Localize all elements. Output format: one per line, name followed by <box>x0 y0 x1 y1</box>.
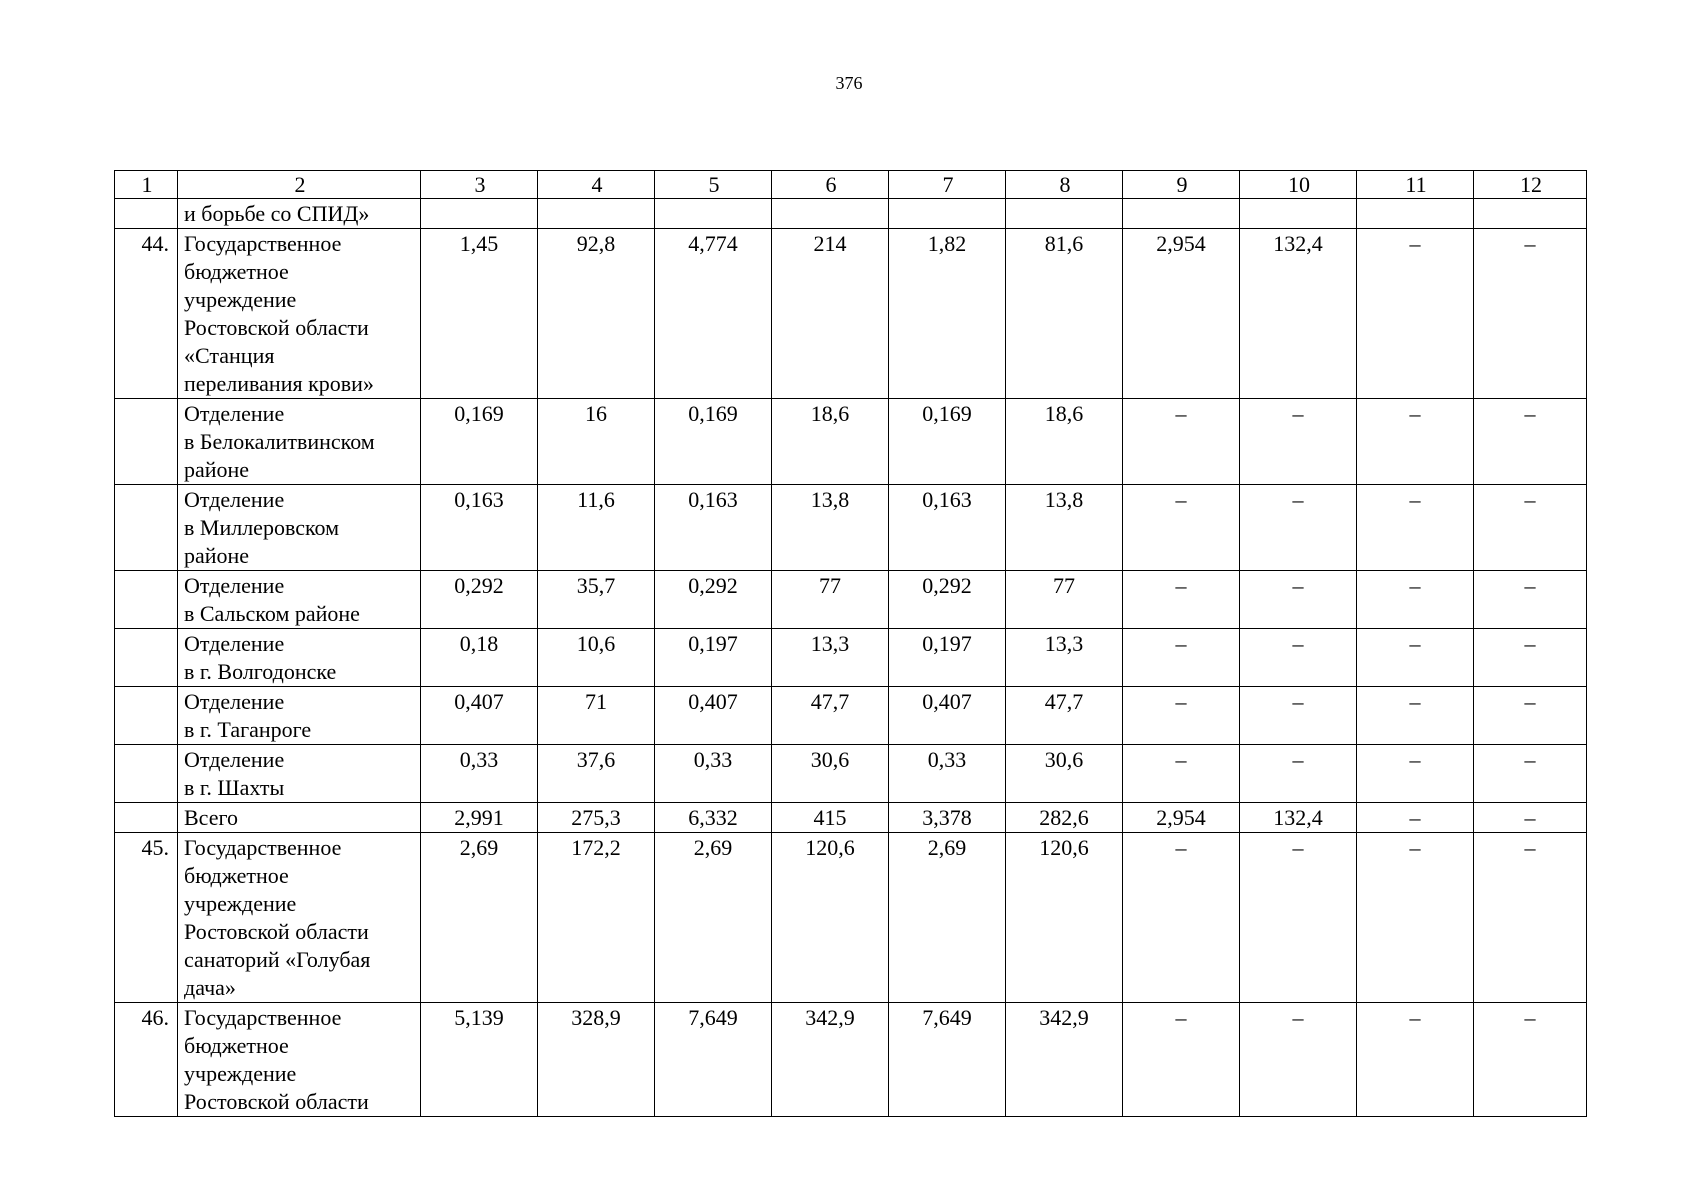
header-cell: 1 <box>115 171 178 199</box>
value-cell-col-8: 30,6 <box>1006 745 1123 803</box>
institution-name-line: в г. Шахты <box>184 775 285 800</box>
row-number-cell <box>115 803 178 833</box>
value-cell-col-6: 13,3 <box>772 629 889 687</box>
value-cell-col-7: 0,33 <box>889 745 1006 803</box>
value-cell-col-10: – <box>1240 687 1357 745</box>
value-cell-col-4: 328,9 <box>538 1003 655 1117</box>
institution-name-line: санаторий «Голубая <box>184 947 371 972</box>
value-cell-col-3: 2,69 <box>421 833 538 1003</box>
value-cell-col-3: 5,139 <box>421 1003 538 1117</box>
value-cell-col-4: 71 <box>538 687 655 745</box>
value-cell-col-5: 0,197 <box>655 629 772 687</box>
value-cell-col-11: – <box>1357 687 1474 745</box>
value-cell-col-5: 0,407 <box>655 687 772 745</box>
institution-name-line: Отделение <box>184 401 285 426</box>
value-cell-col-9: 2,954 <box>1123 803 1240 833</box>
institution-name-line: учреждение <box>184 287 297 312</box>
value-cell-col-9: – <box>1123 687 1240 745</box>
value-cell-col-3 <box>421 199 538 229</box>
header-cell: 2 <box>178 171 421 199</box>
institution-name-line: Государственное <box>184 231 342 256</box>
header-cell: 6 <box>772 171 889 199</box>
institution-name-line: районе <box>184 543 250 568</box>
header-cell: 4 <box>538 171 655 199</box>
value-cell-col-12: – <box>1474 229 1587 399</box>
value-cell-col-9: – <box>1123 745 1240 803</box>
value-cell-col-12 <box>1474 199 1587 229</box>
value-cell-col-11: – <box>1357 571 1474 629</box>
value-cell-col-4: 172,2 <box>538 833 655 1003</box>
table-row <box>115 1003 1587 1117</box>
institution-name-cell <box>178 803 421 833</box>
value-cell-col-5: 0,169 <box>655 399 772 485</box>
institution-name-line: Отделение <box>184 487 285 512</box>
value-cell-col-4: 11,6 <box>538 485 655 571</box>
value-cell-col-8: 13,8 <box>1006 485 1123 571</box>
value-cell-col-6: 77 <box>772 571 889 629</box>
value-cell-col-6: 18,6 <box>772 399 889 485</box>
institution-name-line: и борьбе со СПИД» <box>184 201 370 226</box>
value-cell-col-3: 2,991 <box>421 803 538 833</box>
value-cell-col-3: 0,169 <box>421 399 538 485</box>
value-cell-col-9: – <box>1123 1003 1240 1117</box>
row-number-cell <box>115 629 178 687</box>
value-cell-col-6: 415 <box>772 803 889 833</box>
page-number: 376 <box>835 73 863 93</box>
value-cell-col-10: – <box>1240 745 1357 803</box>
institution-name-line: Ростовской области <box>184 919 369 944</box>
institution-name-line: Государственное <box>184 835 342 860</box>
value-cell-col-7: 0,169 <box>889 399 1006 485</box>
value-cell-col-7: 3,378 <box>889 803 1006 833</box>
value-cell-col-9: – <box>1123 485 1240 571</box>
table-row <box>115 833 1587 1003</box>
value-cell-col-7: 0,407 <box>889 687 1006 745</box>
value-cell-col-5: 6,332 <box>655 803 772 833</box>
value-cell-col-6 <box>772 199 889 229</box>
header-cell: 8 <box>1006 171 1123 199</box>
table-row <box>115 687 1587 745</box>
value-cell-col-6: 30,6 <box>772 745 889 803</box>
value-cell-col-8: 81,6 <box>1006 229 1123 399</box>
value-cell-col-5: 7,649 <box>655 1003 772 1117</box>
institution-name-cell <box>178 399 421 485</box>
data-table <box>114 170 1587 1117</box>
institution-name-line: в г. Таганроге <box>184 717 312 742</box>
value-cell-col-6: 214 <box>772 229 889 399</box>
institution-name-line: учреждение <box>184 891 297 916</box>
value-cell-col-7: 0,197 <box>889 629 1006 687</box>
header-cell: 11 <box>1357 171 1474 199</box>
value-cell-col-12: – <box>1474 687 1587 745</box>
institution-name-line: переливания крови» <box>184 371 374 396</box>
value-cell-col-12: – <box>1474 745 1587 803</box>
institution-name-cell <box>178 229 421 399</box>
value-cell-col-6: 120,6 <box>772 833 889 1003</box>
value-cell-col-4: 16 <box>538 399 655 485</box>
institution-name-line: дача» <box>184 975 236 1000</box>
value-cell-col-8: 342,9 <box>1006 1003 1123 1117</box>
institution-name-line: бюджетное <box>184 1033 289 1058</box>
value-cell-col-3: 0,407 <box>421 687 538 745</box>
institution-name-line: в Сальском районе <box>184 601 360 626</box>
value-cell-col-4: 275,3 <box>538 803 655 833</box>
value-cell-col-7: 0,163 <box>889 485 1006 571</box>
institution-name-line: бюджетное <box>184 863 289 888</box>
value-cell-col-11: – <box>1357 629 1474 687</box>
value-cell-col-4: 10,6 <box>538 629 655 687</box>
row-number-cell: 45. <box>115 833 178 1003</box>
value-cell-col-11: – <box>1357 485 1474 571</box>
value-cell-col-10 <box>1240 199 1357 229</box>
header-cell: 5 <box>655 171 772 199</box>
value-cell-col-10: – <box>1240 833 1357 1003</box>
value-cell-col-4 <box>538 199 655 229</box>
institution-name-line: учреждение <box>184 1061 297 1086</box>
table-header <box>115 171 1587 199</box>
value-cell-col-10: 132,4 <box>1240 803 1357 833</box>
institution-name-cell <box>178 833 421 1003</box>
value-cell-col-12: – <box>1474 485 1587 571</box>
value-cell-col-10: – <box>1240 571 1357 629</box>
table-row <box>115 745 1587 803</box>
value-cell-col-8: 13,3 <box>1006 629 1123 687</box>
value-cell-col-5: 2,69 <box>655 833 772 1003</box>
value-cell-col-11: – <box>1357 399 1474 485</box>
institution-name-line: в Миллеровском <box>184 515 340 540</box>
value-cell-col-6: 13,8 <box>772 485 889 571</box>
value-cell-col-12: – <box>1474 571 1587 629</box>
institution-name-line: Отделение <box>184 631 285 656</box>
institution-name-cell <box>178 571 421 629</box>
institution-name-line: Всего <box>184 805 238 830</box>
institution-name-line: в г. Волгодонске <box>184 659 337 684</box>
value-cell-col-4: 35,7 <box>538 571 655 629</box>
row-number-cell <box>115 399 178 485</box>
value-cell-col-11: – <box>1357 229 1474 399</box>
row-number-cell: 46. <box>115 1003 178 1117</box>
institution-name-line: Ростовской области <box>184 315 369 340</box>
institution-name-cell <box>178 629 421 687</box>
row-number-cell <box>115 687 178 745</box>
value-cell-col-8: 77 <box>1006 571 1123 629</box>
value-cell-col-9: – <box>1123 571 1240 629</box>
row-number-cell <box>115 485 178 571</box>
table-row <box>115 399 1587 485</box>
value-cell-col-7: 2,69 <box>889 833 1006 1003</box>
institution-name-cell <box>178 199 421 229</box>
value-cell-col-12: – <box>1474 1003 1587 1117</box>
value-cell-col-7: 1,82 <box>889 229 1006 399</box>
value-cell-col-11 <box>1357 199 1474 229</box>
row-number-cell <box>115 745 178 803</box>
institution-name-cell <box>178 1003 421 1117</box>
value-cell-col-12: – <box>1474 833 1587 1003</box>
header-cell: 3 <box>421 171 538 199</box>
institution-name-line: Государственное <box>184 1005 342 1030</box>
value-cell-col-9: – <box>1123 833 1240 1003</box>
value-cell-col-8: 120,6 <box>1006 833 1123 1003</box>
institution-name-line: Ростовской области <box>184 1089 369 1114</box>
value-cell-col-5: 0,33 <box>655 745 772 803</box>
table-row <box>115 229 1587 399</box>
value-cell-col-8: 18,6 <box>1006 399 1123 485</box>
value-cell-col-10: 132,4 <box>1240 229 1357 399</box>
value-cell-col-4: 37,6 <box>538 745 655 803</box>
institution-name-line: «Станция <box>184 343 275 368</box>
value-cell-col-10: – <box>1240 399 1357 485</box>
value-cell-col-10: – <box>1240 629 1357 687</box>
value-cell-col-11: – <box>1357 745 1474 803</box>
value-cell-col-9: 2,954 <box>1123 229 1240 399</box>
row-number-cell <box>115 571 178 629</box>
value-cell-col-8: 47,7 <box>1006 687 1123 745</box>
institution-name-line: районе <box>184 457 250 482</box>
value-cell-col-3: 0,18 <box>421 629 538 687</box>
value-cell-col-11: – <box>1357 803 1474 833</box>
table-row <box>115 571 1587 629</box>
institution-name-cell <box>178 687 421 745</box>
header-cell: 12 <box>1474 171 1587 199</box>
table-body <box>115 199 1587 1117</box>
value-cell-col-7: 0,292 <box>889 571 1006 629</box>
value-cell-col-8 <box>1006 199 1123 229</box>
value-cell-col-3: 1,45 <box>421 229 538 399</box>
institution-name-line: Отделение <box>184 689 285 714</box>
institution-name-cell <box>178 485 421 571</box>
value-cell-col-11: – <box>1357 833 1474 1003</box>
value-cell-col-11: – <box>1357 1003 1474 1117</box>
value-cell-col-3: 0,292 <box>421 571 538 629</box>
value-cell-col-7 <box>889 199 1006 229</box>
value-cell-col-9 <box>1123 199 1240 229</box>
value-cell-col-9: – <box>1123 399 1240 485</box>
value-cell-col-5: 4,774 <box>655 229 772 399</box>
header-row <box>115 171 1587 199</box>
institution-name-cell <box>178 745 421 803</box>
value-cell-col-12: – <box>1474 399 1587 485</box>
value-cell-col-6: 342,9 <box>772 1003 889 1117</box>
value-cell-col-7: 7,649 <box>889 1003 1006 1117</box>
institution-name-line: бюджетное <box>184 259 289 284</box>
institution-name-line: в Белокалитвинском <box>184 429 375 454</box>
table-row <box>115 803 1587 833</box>
header-cell: 9 <box>1123 171 1240 199</box>
value-cell-col-5 <box>655 199 772 229</box>
value-cell-col-10: – <box>1240 485 1357 571</box>
value-cell-col-12: – <box>1474 629 1587 687</box>
value-cell-col-4: 92,8 <box>538 229 655 399</box>
institution-name-line: Отделение <box>184 747 285 772</box>
value-cell-col-3: 0,163 <box>421 485 538 571</box>
value-cell-col-3: 0,33 <box>421 745 538 803</box>
row-number-cell <box>115 199 178 229</box>
value-cell-col-8: 282,6 <box>1006 803 1123 833</box>
value-cell-col-5: 0,292 <box>655 571 772 629</box>
value-cell-col-9: – <box>1123 629 1240 687</box>
table-row <box>115 485 1587 571</box>
table-row <box>115 199 1587 229</box>
header-cell: 7 <box>889 171 1006 199</box>
row-number-cell: 44. <box>115 229 178 399</box>
header-cell: 10 <box>1240 171 1357 199</box>
institution-name-line: Отделение <box>184 573 285 598</box>
value-cell-col-12: – <box>1474 803 1587 833</box>
table-row <box>115 629 1587 687</box>
value-cell-col-5: 0,163 <box>655 485 772 571</box>
value-cell-col-6: 47,7 <box>772 687 889 745</box>
value-cell-col-10: – <box>1240 1003 1357 1117</box>
